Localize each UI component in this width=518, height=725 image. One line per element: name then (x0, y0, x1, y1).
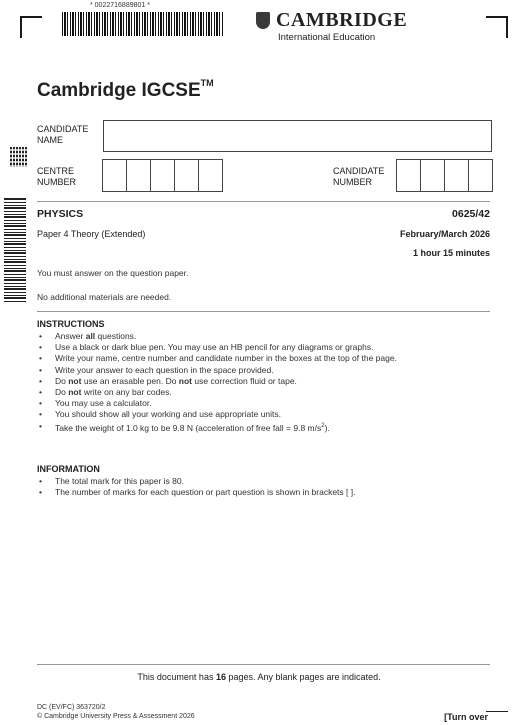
side-barcode (4, 197, 26, 302)
instructions-heading: INSTRUCTIONS (37, 319, 105, 329)
turn-over: [Turn over (444, 712, 488, 722)
title-text: Cambridge IGCSE (37, 80, 201, 101)
list-item: • You should show all your working and use appropriate units. (37, 409, 497, 420)
list-item: • Do not use an erasable pen. Do not use correction fluid or tape. (37, 376, 497, 387)
information-list (37, 476, 497, 498)
logo-subtitle: International Education (278, 32, 376, 43)
page-title (37, 80, 214, 102)
digit-box[interactable] (397, 160, 421, 191)
list-item: • Take the weight of 1.0 kg to be 9.8 N (acceleration of free fall = 9.8 $m/s^2$). (37, 421, 497, 434)
digit-box[interactable] (175, 160, 199, 191)
digit-box[interactable] (151, 160, 175, 191)
information-heading: INFORMATION (37, 464, 100, 474)
list-item: • You may use a calculator. (37, 398, 497, 409)
divider (37, 201, 490, 202)
digit-box[interactable] (199, 160, 222, 191)
candidate-name-label: CANDIDATE NAME (37, 124, 89, 145)
list-item: • The number of marks for each question or part question is shown in brackets [ ]. (37, 487, 497, 498)
candidate-name-field[interactable] (103, 120, 492, 152)
corner-mark-top-right (486, 16, 508, 38)
list-item: • Write your name, centre number and candidate number in the boxes at the top of the page. (37, 353, 497, 364)
candidate-number-boxes[interactable] (396, 159, 493, 192)
centre-number-boxes[interactable] (102, 159, 223, 192)
turn-over-line (486, 711, 508, 712)
qr-code (10, 147, 28, 167)
note-materials: No additional materials are needed. (37, 292, 172, 302)
exam-session: February/March 2026 (399, 229, 490, 239)
digit-box[interactable] (103, 160, 127, 191)
cambridge-shield-icon (256, 12, 270, 29)
instructions-list (37, 331, 497, 434)
barcode (62, 12, 224, 36)
corner-mark-top-left (20, 16, 42, 38)
digit-box[interactable] (445, 160, 469, 191)
list-item: • Use a black or dark blue pen. You may use an HB pencil for any diagrams or graphs. (37, 342, 497, 353)
logo-text: CAMBRIDGE (276, 9, 408, 31)
trademark-mark: TM (200, 78, 214, 88)
digit-box[interactable] (421, 160, 445, 191)
list-item: • Write your answer to each question in the space provided. (37, 365, 497, 376)
footer-reference: DC (EV/FC) 363720/2 © Cambridge University Press & Assessment 2026 (37, 704, 195, 720)
digit-box[interactable] (469, 160, 492, 191)
candidate-number-label: CANDIDATE NUMBER (333, 166, 385, 187)
list-item: • The total mark for this paper is 80. (37, 476, 497, 487)
subject: PHYSICS (37, 208, 84, 220)
note-answer: You must answer on the question paper. (37, 268, 189, 278)
page-count-note: This document has 16 pages. Any blank pages are indicated. (137, 672, 381, 682)
exam-duration: 1 hour 15 minutes (412, 248, 490, 258)
digit-box[interactable] (127, 160, 151, 191)
centre-number-label: CENTRE NUMBER (37, 166, 77, 187)
list-item: • Answer all questions. (37, 331, 497, 342)
divider (37, 664, 490, 665)
divider (37, 311, 490, 312)
paper-title: Paper 4 Theory (Extended) (37, 229, 146, 239)
list-item: • Do not write on any bar codes. (37, 387, 497, 398)
barcode-number: * 0022716889801 * (90, 2, 150, 9)
subject-code: 0625/42 (452, 208, 490, 220)
